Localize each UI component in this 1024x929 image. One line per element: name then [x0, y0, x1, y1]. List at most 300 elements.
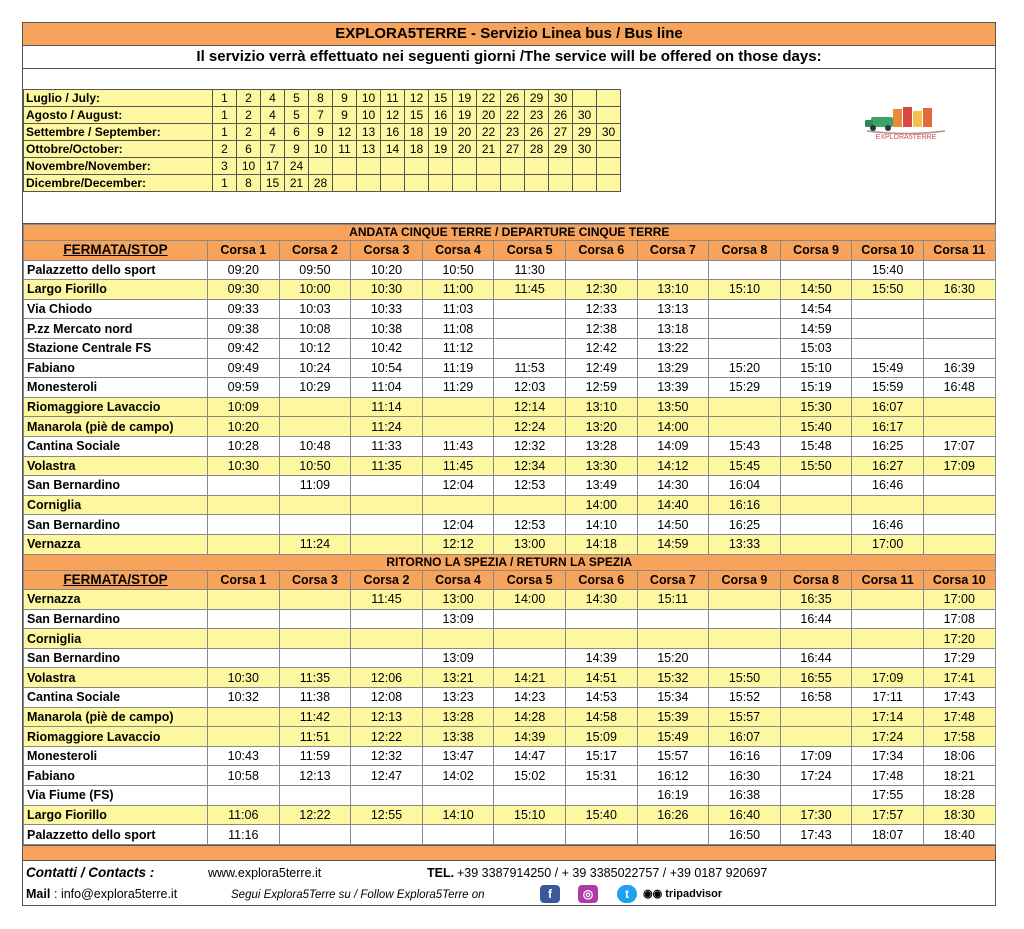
- time-cell: 15:10: [709, 280, 781, 300]
- day-cell: 6: [285, 124, 309, 141]
- time-cell: 09:50: [279, 260, 351, 280]
- time-cell: [780, 260, 852, 280]
- ritorno-header-row: [24, 570, 996, 590]
- time-cell: 17:43: [923, 688, 995, 708]
- time-cell: 14:50: [637, 515, 709, 535]
- trip-column-header: Corsa 10: [852, 241, 924, 261]
- time-cell: [852, 648, 924, 668]
- day-cell: [549, 158, 573, 175]
- time-cell: 16:26: [637, 805, 709, 825]
- time-cell: 14:23: [494, 688, 566, 708]
- time-cell: 09:42: [208, 338, 280, 358]
- time-cell: 10:30: [351, 280, 423, 300]
- time-cell: 15:45: [709, 456, 781, 476]
- day-cell: 18: [405, 124, 429, 141]
- time-cell: [208, 629, 280, 649]
- time-cell: 09:30: [208, 280, 280, 300]
- day-cell: [525, 175, 549, 192]
- time-cell: 13:21: [422, 668, 494, 688]
- day-cell: 10: [309, 141, 333, 158]
- time-cell: 12:03: [494, 378, 566, 398]
- day-cell: 15: [429, 90, 453, 107]
- time-cell: 13:33: [709, 534, 781, 554]
- time-cell: 11:19: [422, 358, 494, 378]
- time-cell: 16:19: [637, 786, 709, 806]
- time-cell: [208, 515, 280, 535]
- time-cell: 15:02: [494, 766, 566, 786]
- stop-name: P.zz Mercato nord: [24, 319, 208, 339]
- time-cell: [351, 515, 423, 535]
- day-cell: 20: [453, 141, 477, 158]
- time-cell: 11:29: [422, 378, 494, 398]
- day-cell: 11: [333, 141, 357, 158]
- day-cell: [453, 158, 477, 175]
- time-cell: [565, 786, 637, 806]
- time-cell: 17:11: [852, 688, 924, 708]
- time-cell: 10:12: [279, 338, 351, 358]
- time-cell: 11:16: [208, 825, 280, 845]
- time-cell: 13:00: [494, 534, 566, 554]
- time-cell: [208, 609, 280, 629]
- table-row: [24, 648, 996, 668]
- day-cell: 19: [429, 141, 453, 158]
- time-cell: 14:12: [637, 456, 709, 476]
- day-cell: 26: [525, 124, 549, 141]
- time-cell: 14:54: [780, 299, 852, 319]
- time-cell: 17:57: [852, 805, 924, 825]
- time-cell: 12:53: [494, 476, 566, 496]
- time-cell: 13:09: [422, 609, 494, 629]
- tripadvisor-link[interactable]: ◉◉ tripadvisor: [643, 887, 723, 900]
- time-cell: 10:00: [279, 280, 351, 300]
- time-cell: 17:14: [852, 707, 924, 727]
- time-cell: [351, 825, 423, 845]
- day-cell: 19: [429, 124, 453, 141]
- time-cell: [923, 495, 995, 515]
- time-cell: 17:29: [923, 648, 995, 668]
- time-cell: 14:59: [637, 534, 709, 554]
- time-cell: [852, 299, 924, 319]
- time-cell: 14:53: [565, 688, 637, 708]
- time-cell: 18:07: [852, 825, 924, 845]
- time-cell: 17:58: [923, 727, 995, 747]
- time-cell: 16:58: [780, 688, 852, 708]
- time-cell: 10:48: [279, 436, 351, 456]
- trip-column-header: Corsa 9: [780, 241, 852, 261]
- time-cell: 14:30: [637, 476, 709, 496]
- time-cell: 16:40: [709, 805, 781, 825]
- time-cell: 16:38: [709, 786, 781, 806]
- tel-label: TEL.: [427, 865, 455, 880]
- time-cell: [780, 707, 852, 727]
- month-label: Agosto / August:: [24, 107, 213, 124]
- time-cell: [709, 260, 781, 280]
- time-cell: [852, 609, 924, 629]
- day-cell: [357, 158, 381, 175]
- time-cell: 17:30: [780, 805, 852, 825]
- contacts-footer: [23, 861, 995, 905]
- time-cell: 14:00: [637, 417, 709, 437]
- time-cell: [565, 825, 637, 845]
- table-row: [24, 436, 996, 456]
- time-cell: [208, 534, 280, 554]
- trip-column-header: Corsa 2: [351, 570, 423, 590]
- time-cell: [923, 319, 995, 339]
- time-cell: [565, 609, 637, 629]
- time-cell: 15:03: [780, 338, 852, 358]
- time-cell: 15:39: [637, 707, 709, 727]
- time-cell: [852, 629, 924, 649]
- day-cell: 22: [501, 107, 525, 124]
- time-cell: 11:03: [422, 299, 494, 319]
- time-cell: [208, 707, 280, 727]
- mail-address[interactable]: : info@explora5terre.it: [54, 886, 178, 901]
- stop-name: San Bernardino: [24, 476, 208, 496]
- time-cell: [208, 648, 280, 668]
- phone-numbers: +39 3387914250 / + 39 3385022757 / +39 0187 920697: [457, 865, 768, 880]
- stop-name: Palazzetto dello sport: [24, 260, 208, 280]
- time-cell: [780, 515, 852, 535]
- time-cell: 16:07: [709, 727, 781, 747]
- time-cell: 11:45: [422, 456, 494, 476]
- time-cell: [494, 338, 566, 358]
- day-cell: 22: [477, 124, 501, 141]
- time-cell: [923, 534, 995, 554]
- table-row: [24, 766, 996, 786]
- day-cell: [549, 175, 573, 192]
- trip-column-header: Corsa 9: [709, 570, 781, 590]
- day-cell: [597, 158, 621, 175]
- mail-label: Mail: [26, 886, 51, 901]
- time-cell: 15:32: [637, 668, 709, 688]
- time-cell: [494, 319, 566, 339]
- time-cell: [494, 825, 566, 845]
- days-row: [24, 158, 621, 175]
- time-cell: 10:03: [279, 299, 351, 319]
- time-cell: 15:43: [709, 436, 781, 456]
- time-cell: [637, 260, 709, 280]
- day-cell: 10: [357, 90, 381, 107]
- time-cell: 18:40: [923, 825, 995, 845]
- day-cell: 29: [525, 90, 549, 107]
- day-cell: 26: [501, 90, 525, 107]
- day-cell: 27: [549, 124, 573, 141]
- day-cell: 2: [213, 141, 237, 158]
- trip-column-header: Corsa 7: [637, 570, 709, 590]
- day-cell: 23: [501, 124, 525, 141]
- andata-section-title: [24, 225, 996, 241]
- time-cell: 12:34: [494, 456, 566, 476]
- time-cell: [494, 299, 566, 319]
- time-cell: 15:40: [780, 417, 852, 437]
- stop-name: Largo Fiorillo: [24, 280, 208, 300]
- stop-name: Stazione Centrale FS: [24, 338, 208, 358]
- day-cell: 9: [285, 141, 309, 158]
- day-cell: 2: [237, 107, 261, 124]
- time-cell: 13:10: [565, 397, 637, 417]
- time-cell: 12:53: [494, 515, 566, 535]
- time-cell: 12:12: [422, 534, 494, 554]
- time-cell: 16:46: [852, 476, 924, 496]
- day-cell: [573, 158, 597, 175]
- time-cell: [923, 417, 995, 437]
- time-cell: [565, 260, 637, 280]
- month-label: Settembre / September:: [24, 124, 213, 141]
- day-cell: [453, 175, 477, 192]
- section-title: ANDATA CINQUE TERRE / DEPARTURE CINQUE TERRE: [24, 225, 996, 241]
- day-cell: 23: [525, 107, 549, 124]
- time-cell: 11:38: [279, 688, 351, 708]
- day-cell: 3: [213, 158, 237, 175]
- time-cell: 13:09: [422, 648, 494, 668]
- time-cell: [923, 397, 995, 417]
- time-cell: 16:48: [923, 378, 995, 398]
- day-cell: 14: [381, 141, 405, 158]
- time-cell: 11:08: [422, 319, 494, 339]
- time-cell: 09:49: [208, 358, 280, 378]
- time-cell: [422, 417, 494, 437]
- stop-name: Via Fiume (FS): [24, 786, 208, 806]
- stop-name: Fabiano: [24, 358, 208, 378]
- time-cell: 13:50: [637, 397, 709, 417]
- time-cell: 15:10: [780, 358, 852, 378]
- day-cell: 16: [429, 107, 453, 124]
- time-cell: 16:55: [780, 668, 852, 688]
- time-cell: [208, 786, 280, 806]
- time-cell: 15:49: [852, 358, 924, 378]
- table-row: [24, 417, 996, 437]
- time-cell: 10:28: [208, 436, 280, 456]
- time-cell: 17:24: [780, 766, 852, 786]
- andata-header-row: [24, 241, 996, 261]
- day-cell: [405, 175, 429, 192]
- stop-name: Corniglia: [24, 629, 208, 649]
- time-cell: 18:30: [923, 805, 995, 825]
- instagram-icon[interactable]: ◎: [578, 885, 598, 903]
- day-cell: [573, 175, 597, 192]
- time-cell: 12:06: [351, 668, 423, 688]
- day-cell: 4: [261, 90, 285, 107]
- time-cell: 14:50: [780, 280, 852, 300]
- time-cell: [637, 629, 709, 649]
- bus-timetable-sheet: [22, 22, 996, 906]
- time-cell: 12:08: [351, 688, 423, 708]
- table-row: [24, 707, 996, 727]
- day-cell: 16: [381, 124, 405, 141]
- time-cell: [351, 495, 423, 515]
- day-cell: [429, 175, 453, 192]
- time-cell: 17:41: [923, 668, 995, 688]
- time-cell: [780, 727, 852, 747]
- day-cell: [333, 158, 357, 175]
- time-cell: 15:17: [565, 746, 637, 766]
- time-cell: [637, 825, 709, 845]
- time-cell: [208, 727, 280, 747]
- time-cell: [494, 786, 566, 806]
- day-cell: [597, 175, 621, 192]
- time-cell: [780, 629, 852, 649]
- time-cell: 15:34: [637, 688, 709, 708]
- time-cell: 16:25: [709, 515, 781, 535]
- day-cell: 5: [285, 90, 309, 107]
- day-cell: 12: [333, 124, 357, 141]
- day-cell: 26: [549, 107, 573, 124]
- time-cell: 17:24: [852, 727, 924, 747]
- table-row: [24, 358, 996, 378]
- follow-text: Segui Explora5Terre su / Follow Explora5Terre on: [231, 888, 485, 901]
- day-cell: 9: [309, 124, 333, 141]
- table-row: [24, 534, 996, 554]
- stop-name: Vernazza: [24, 590, 208, 610]
- time-cell: [279, 590, 351, 610]
- time-cell: [923, 299, 995, 319]
- day-cell: 20: [477, 107, 501, 124]
- stop-name: Monesteroli: [24, 746, 208, 766]
- time-cell: 17:48: [852, 766, 924, 786]
- time-cell: 11:45: [494, 280, 566, 300]
- time-cell: 15:52: [709, 688, 781, 708]
- time-cell: 15:40: [565, 805, 637, 825]
- time-cell: 12:14: [494, 397, 566, 417]
- time-cell: [780, 476, 852, 496]
- time-cell: [351, 534, 423, 554]
- time-cell: 15:40: [852, 260, 924, 280]
- table-row: [24, 805, 996, 825]
- day-cell: 1: [213, 90, 237, 107]
- day-cell: 1: [213, 124, 237, 141]
- time-cell: 10:58: [208, 766, 280, 786]
- time-cell: [494, 629, 566, 649]
- time-cell: 14:51: [565, 668, 637, 688]
- stop-name: Via Chiodo: [24, 299, 208, 319]
- day-cell: 13: [357, 124, 381, 141]
- day-cell: 13: [357, 141, 381, 158]
- day-cell: 10: [357, 107, 381, 124]
- website-link[interactable]: www.explora5terre.it: [208, 865, 322, 880]
- time-cell: 10:33: [351, 299, 423, 319]
- day-cell: 30: [573, 107, 597, 124]
- twitter-icon[interactable]: t: [617, 885, 637, 903]
- time-cell: 10:24: [279, 358, 351, 378]
- time-cell: 18:21: [923, 766, 995, 786]
- time-cell: 12:13: [279, 766, 351, 786]
- table-row: [24, 515, 996, 535]
- stop-name: Riomaggiore Lavaccio: [24, 727, 208, 747]
- time-cell: 11:42: [279, 707, 351, 727]
- time-cell: 10:54: [351, 358, 423, 378]
- table-row: [24, 456, 996, 476]
- time-cell: [351, 648, 423, 668]
- stop-name: Volastra: [24, 668, 208, 688]
- time-cell: 12:24: [494, 417, 566, 437]
- day-cell: 4: [261, 124, 285, 141]
- day-cell: [405, 158, 429, 175]
- time-cell: 15:11: [637, 590, 709, 610]
- tripadvisor-icon: ◉◉: [643, 887, 663, 900]
- day-cell: [333, 175, 357, 192]
- time-cell: 15:59: [852, 378, 924, 398]
- time-cell: [279, 629, 351, 649]
- time-cell: 13:13: [637, 299, 709, 319]
- day-cell: 15: [261, 175, 285, 192]
- time-cell: 12:22: [351, 727, 423, 747]
- time-cell: 11:30: [494, 260, 566, 280]
- time-cell: 17:09: [923, 456, 995, 476]
- stop-name: San Bernardino: [24, 515, 208, 535]
- time-cell: 10:38: [351, 319, 423, 339]
- time-cell: 16:44: [780, 648, 852, 668]
- day-cell: 11: [381, 90, 405, 107]
- time-cell: 13:39: [637, 378, 709, 398]
- timetable: [23, 224, 996, 845]
- time-cell: 14:39: [494, 727, 566, 747]
- time-cell: 16:46: [852, 515, 924, 535]
- stop-name: Monesteroli: [24, 378, 208, 398]
- time-cell: 11:51: [279, 727, 351, 747]
- time-cell: 17:08: [923, 609, 995, 629]
- time-cell: 10:50: [279, 456, 351, 476]
- time-cell: 11:35: [279, 668, 351, 688]
- time-cell: 11:06: [208, 805, 280, 825]
- time-cell: 14:40: [637, 495, 709, 515]
- day-cell: 12: [405, 90, 429, 107]
- time-cell: 12:38: [565, 319, 637, 339]
- time-cell: [923, 338, 995, 358]
- time-cell: 15:57: [637, 746, 709, 766]
- table-row: [24, 590, 996, 610]
- trip-column-header: Corsa 1: [208, 241, 280, 261]
- day-cell: 18: [405, 141, 429, 158]
- table-row: [24, 727, 996, 747]
- time-cell: 14:00: [565, 495, 637, 515]
- days-row: [24, 124, 621, 141]
- time-cell: [494, 609, 566, 629]
- time-cell: 16:17: [852, 417, 924, 437]
- time-cell: 15:19: [780, 378, 852, 398]
- time-cell: 14:30: [565, 590, 637, 610]
- time-cell: [923, 476, 995, 496]
- stop-name: Fabiano: [24, 766, 208, 786]
- time-cell: 13:30: [565, 456, 637, 476]
- time-cell: 13:18: [637, 319, 709, 339]
- table-row: [24, 397, 996, 417]
- time-cell: 10:20: [208, 417, 280, 437]
- day-cell: 7: [261, 141, 285, 158]
- stop-name: Volastra: [24, 456, 208, 476]
- time-cell: 14:00: [494, 590, 566, 610]
- trip-column-header: Corsa 7: [637, 241, 709, 261]
- time-cell: 11:24: [279, 534, 351, 554]
- time-cell: 13:20: [565, 417, 637, 437]
- time-cell: 12:22: [279, 805, 351, 825]
- time-cell: 11:59: [279, 746, 351, 766]
- day-cell: [525, 158, 549, 175]
- month-label: Novembre/November:: [24, 158, 213, 175]
- trip-column-header: Corsa 11: [923, 241, 995, 261]
- time-cell: 18:06: [923, 746, 995, 766]
- time-cell: 15:49: [637, 727, 709, 747]
- time-cell: 15:10: [494, 805, 566, 825]
- facebook-icon[interactable]: f: [540, 885, 560, 903]
- time-cell: 16:12: [637, 766, 709, 786]
- day-cell: 12: [381, 107, 405, 124]
- time-cell: 11:12: [422, 338, 494, 358]
- time-cell: [208, 590, 280, 610]
- time-cell: 10:20: [351, 260, 423, 280]
- time-cell: 16:44: [780, 609, 852, 629]
- time-cell: 15:30: [780, 397, 852, 417]
- time-cell: 14:59: [780, 319, 852, 339]
